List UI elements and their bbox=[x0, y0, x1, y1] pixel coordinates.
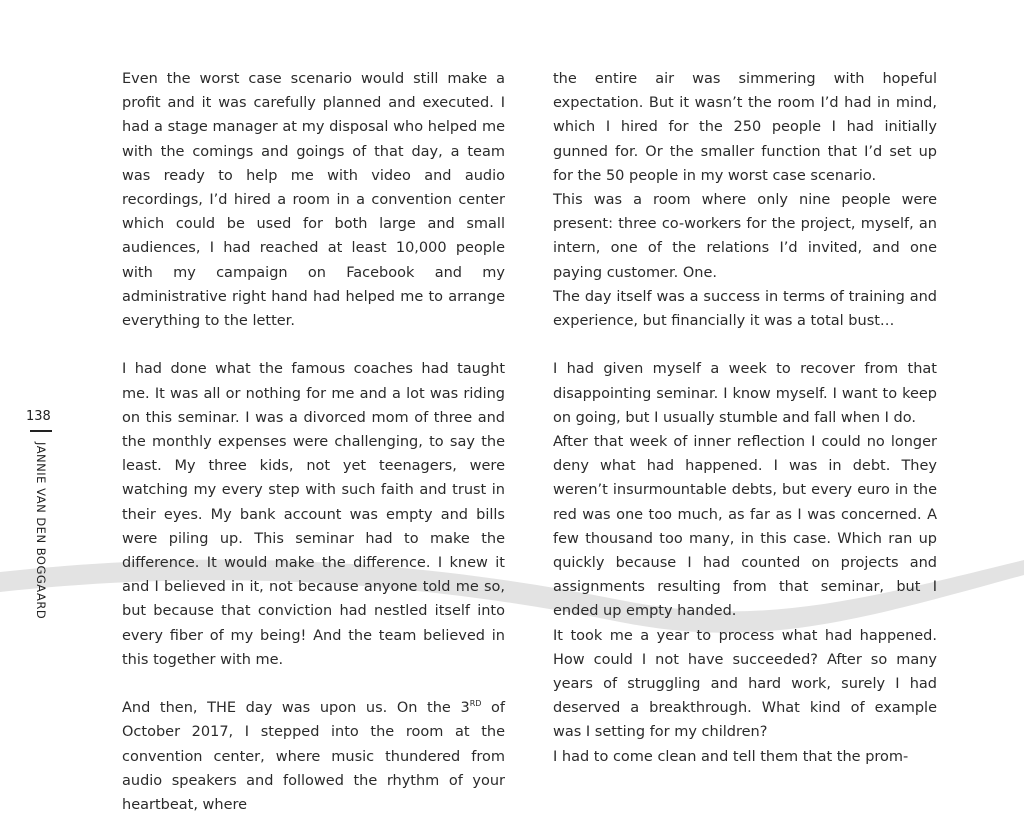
paragraph: The day itself was a success in terms of training and experience, but financially it was a total bust… bbox=[553, 288, 937, 330]
paragraph-text: of October 2017, I stepped into the room at the convention center, where music thundered from audio speakers and followed the rhythm of your heartbeat, where bbox=[122, 700, 506, 814]
page-number: 138 bbox=[26, 409, 51, 424]
paragraph: Even the worst case scenario would still make a profit and it was carefully planned and executed. I had a stage manager at my disposal who helped me with the comings and goings of that day, a team was ready to help me with video and audio recordings, I’d hired a room in a convention center which could be used for both large and small audiences, I had reached at least 10,000 people with my campaign on Facebook and my administrative right hand had helped me to arrange everything to the letter. bbox=[122, 71, 505, 330]
running-author-name: JANNIE VAN DEN BOGGAARD bbox=[34, 442, 48, 620]
page-number-rule bbox=[30, 430, 52, 432]
paragraph: I had to come clean and tell them that the prom- bbox=[553, 748, 909, 765]
paragraph: It took me a year to process what had happened. How could I not have succeeded? After so many years of struggling and hard work, surely I had deserved a breakthrough. What kind of example was I setting for my children? bbox=[553, 627, 937, 741]
paragraph: This was a room where only nine people were present: three co-workers for the project, myself, an intern, one of the relations I’d invited, and one paying customer. One. bbox=[553, 192, 937, 281]
paragraph: I had given myself a week to recover from that disappointing seminar. I know myself. I want to keep on going, but I usually stumble and fall when I do. bbox=[553, 361, 937, 426]
paragraph-text: And then, THE day was upon us. On the 3 bbox=[122, 700, 470, 717]
paragraph bbox=[122, 696, 505, 817]
ordinal-suffix: RD bbox=[469, 699, 482, 709]
paragraph: After that week of inner reflection I could no longer deny what had happened. I was in debt. They weren’t insurmountable debts, but every euro in the red was one too much, as far as I was concerned. A few thousand too many, in this case. Which ran up quickly because I had counted on projects and assignments resulting from that seminar, but I ended up empty handed. bbox=[553, 434, 937, 620]
paragraph: I had done what the famous coaches had taught me. It was all or nothing for me and a lot was riding on this seminar. I was a divorced mom of three and the monthly expenses were challenging, to say the least. My three kids, not yet teenagers, were watching my every step with such faith and trust in their eyes. My bank account was empty and bills were piling up. This seminar had to make the difference. It would make the difference. I knew it and I believed in it, not because anyone told me so, but because that conviction had nestled itself into every fiber of my being! And the team believed in this together with me. bbox=[122, 361, 505, 668]
right-column bbox=[553, 67, 937, 769]
paragraph: the entire air was simmering with hopeful expectation. But it wasn’t the room I’d had in mind, which I hired for the 250 people I had initially gunned for. Or the smaller function that I’d set up for the 50 people in my worst case scenario. bbox=[553, 71, 937, 184]
left-column bbox=[122, 67, 505, 817]
page-margin bbox=[0, 0, 100, 829]
